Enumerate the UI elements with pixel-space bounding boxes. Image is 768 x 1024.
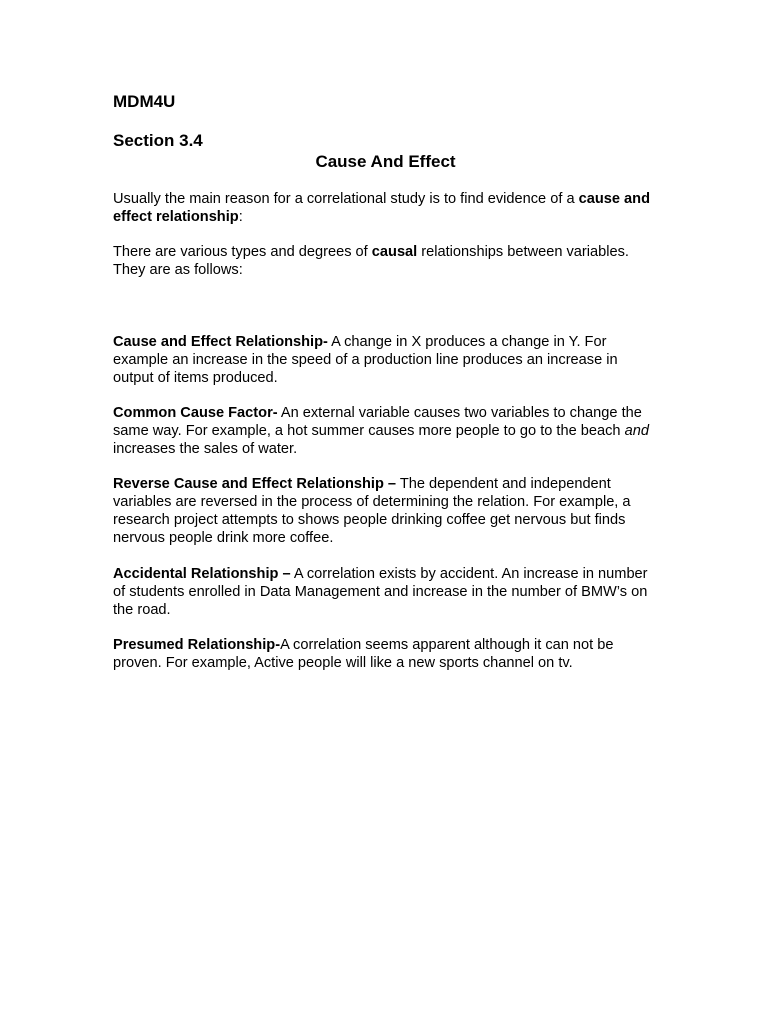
intro-paragraph [113, 190, 658, 226]
definition-text: The dependent and independent variables are reversed in the process of determining the relation. For example, a research project attempts to shows people drinking coffee get nervous but finds nervous people drink more coffee. [113, 476, 631, 546]
intro-bold-term: cause and effect relationship [113, 191, 651, 225]
page-title: Cause And Effect [315, 152, 456, 171]
types-bold-term: causal [371, 244, 418, 260]
types-end: relationships between variables. They are as follows: [113, 244, 629, 278]
definition-text: A change in X produces a change in Y. For example an increase in the speed of a production line produces an increase in output of items produced. [113, 334, 618, 386]
definition-term: Cause and Effect Relationship- [113, 334, 328, 350]
definition-text: An external variable causes two variables to change the same way. For example, a hot summer causes more people to go to the beach [113, 405, 642, 439]
intro-end: : [238, 209, 243, 225]
course-code: MDM4U [113, 92, 176, 111]
definition-accidental [113, 565, 658, 619]
definition-term: Common Cause Factor- [113, 405, 278, 421]
definition-reverse [113, 475, 658, 547]
intro-text: Usually the main reason for a correlational study is to find evidence of a [113, 191, 579, 207]
types-paragraph [113, 243, 658, 279]
definition-term: Accidental Relationship – [113, 566, 291, 582]
definition-common-cause [113, 404, 658, 458]
definition-presumed [113, 636, 658, 672]
definition-cause-effect [113, 333, 658, 387]
section-number: Section 3.4 [113, 131, 203, 150]
definition-text-end: increases the sales of water. [113, 441, 298, 457]
definition-term: Presumed Relationship- [113, 637, 281, 653]
definition-italic: and [624, 423, 649, 439]
definition-term: Reverse Cause and Effect Relationship – [113, 476, 397, 492]
types-text: There are various types and degrees of [113, 244, 372, 260]
definition-text: A correlation seems apparent although it can not be proven. For example, Active people will like a new sports channel on tv. [113, 637, 614, 671]
definition-text: A correlation exists by accident. An increase in number of students enrolled in Data Management and increase in the number of BMW’s on the road. [113, 566, 648, 618]
